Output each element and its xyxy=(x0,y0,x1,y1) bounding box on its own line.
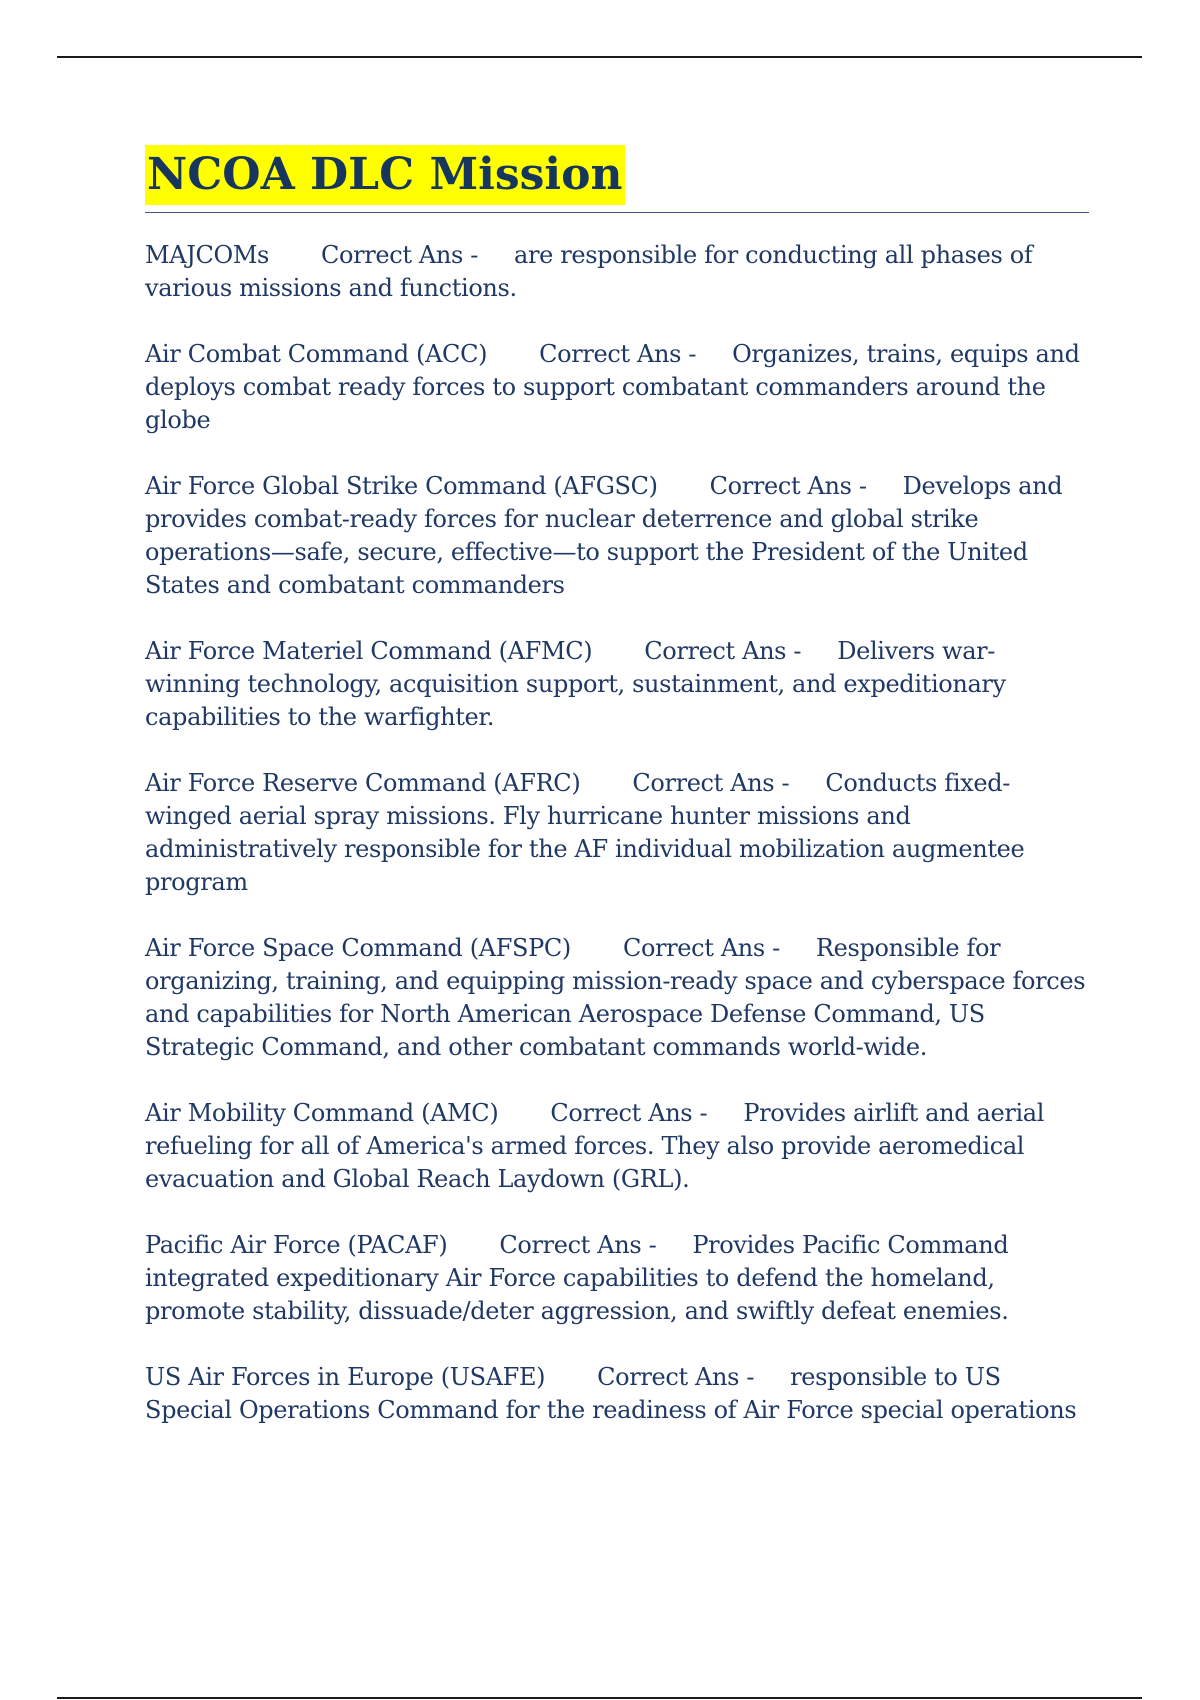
page-title: NCOA DLC Mission xyxy=(145,145,625,205)
qa-entry-afrc xyxy=(145,767,1089,899)
entry-term: Air Force Materiel Command (AFMC) xyxy=(145,637,593,665)
entry-term: Air Combat Command (ACC) xyxy=(145,340,488,368)
correct-ans-label: Correct Ans - xyxy=(539,340,697,368)
qa-entry-afgsc xyxy=(145,470,1089,602)
correct-ans-label: Correct Ans - xyxy=(499,1231,657,1259)
correct-ans-label: Correct Ans - xyxy=(709,472,867,500)
qa-entry-majcoms xyxy=(145,239,1089,305)
entry-definition: Provides Pacific Command integrated expeditionary Air Force capabilities to defend the homeland, promote stability, dissuade/deter aggression, and swiftly defeat enemies. xyxy=(145,1231,1009,1325)
entry-term: MAJCOMs xyxy=(145,241,270,269)
entry-term: Pacific Air Force (PACAF) xyxy=(145,1231,448,1259)
correct-ans-label: Correct Ans - xyxy=(644,637,802,665)
entry-definition: responsible to US Special Operations Command for the readiness of Air Force special operations xyxy=(145,1363,1077,1424)
correct-ans-label: Correct Ans - xyxy=(550,1099,708,1127)
correct-ans-label: Correct Ans - xyxy=(597,1363,755,1391)
entry-definition: are responsible for conducting all phases of various missions and functions. xyxy=(145,241,1033,302)
qa-entry-usafe xyxy=(145,1361,1089,1427)
entry-definition: Delivers war-winning technology, acquisition support, sustainment, and expeditionary capabilities to the warfighter. xyxy=(145,637,1006,731)
page-top-rule xyxy=(57,56,1142,58)
qa-entry-acc xyxy=(145,338,1089,437)
entry-definition: Organizes, trains, equips and deploys combat ready forces to support combatant commanders around the globe xyxy=(145,340,1080,434)
entry-term: Air Force Global Strike Command (AFGSC) xyxy=(145,472,658,500)
entry-term: Air Force Space Command (AFSPC) xyxy=(145,934,571,962)
entry-definition: Develops and provides combat-ready forces for nuclear deterrence and global strike operations—safe, secure, effective—to support the President of the United States and combatant commanders xyxy=(145,472,1063,599)
correct-ans-label: Correct Ans - xyxy=(632,769,790,797)
qa-entry-afmc xyxy=(145,635,1089,734)
entry-term: Air Force Reserve Command (AFRC) xyxy=(145,769,581,797)
entry-definition: Responsible for organizing, training, and equipping mission-ready space and cyberspace forces and capabilities for North American Aerospace Defense Command, US Strategic Command, and other combatant commands world-wide. xyxy=(145,934,1086,1061)
title-block xyxy=(145,145,1089,213)
correct-ans-label: Correct Ans - xyxy=(622,934,780,962)
qa-entry-pacaf xyxy=(145,1229,1089,1328)
qa-entry-amc xyxy=(145,1097,1089,1196)
entry-term: US Air Forces in Europe (USAFE) xyxy=(145,1363,546,1391)
qa-entry-afspc xyxy=(145,932,1089,1064)
entry-definition: Conducts fixed-winged aerial spray missions. Fly hurricane hunter missions and administratively responsible for the AF individual mobilization augmentee program xyxy=(145,769,1025,896)
entry-definition: Provides airlift and aerial refueling for all of America's armed forces. They also provide aeromedical evacuation and Global Reach Laydown (GRL). xyxy=(145,1099,1045,1193)
document-body xyxy=(145,145,1089,1460)
entry-term: Air Mobility Command (AMC) xyxy=(145,1099,499,1127)
page-bottom-rule xyxy=(57,1697,1142,1699)
correct-ans-label: Correct Ans - xyxy=(321,241,478,269)
